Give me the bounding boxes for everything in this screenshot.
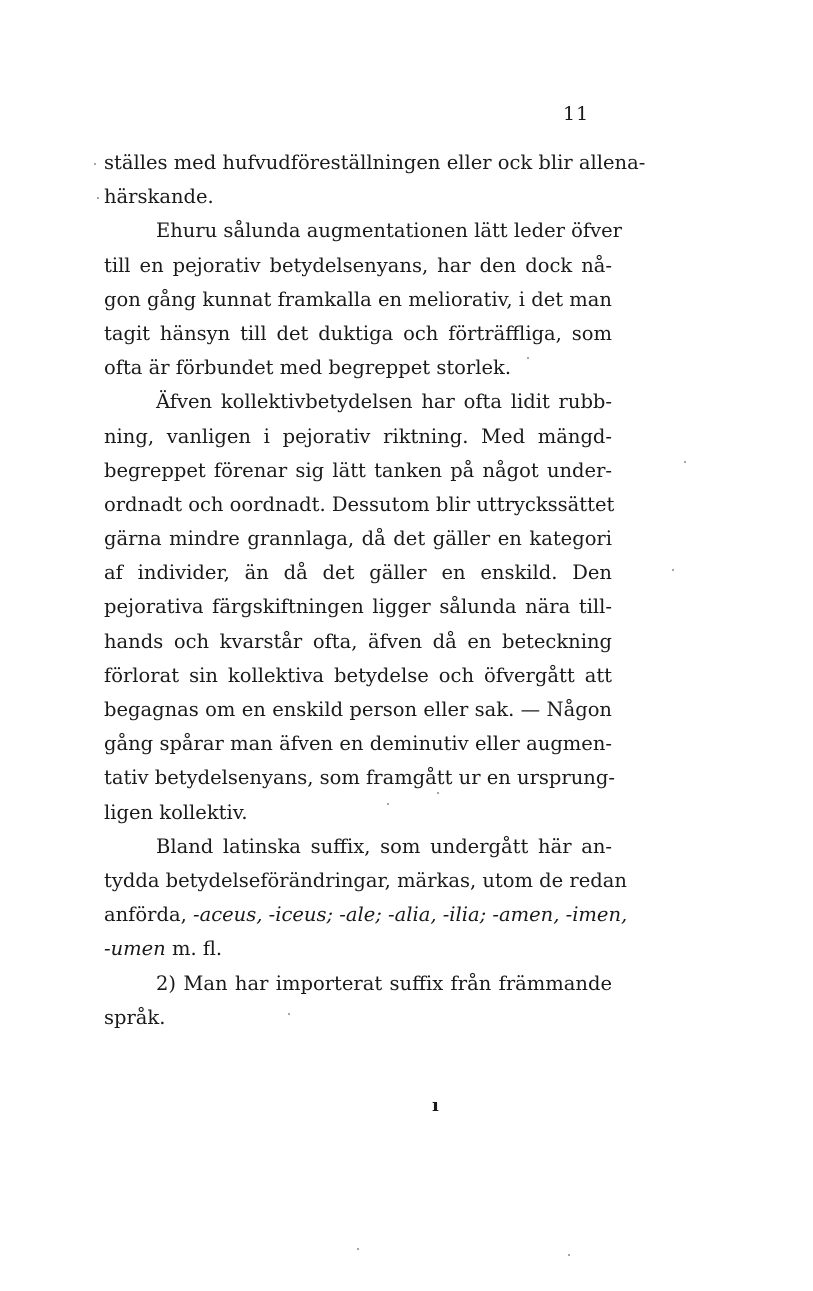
- text-line: gon gång kunnat framkalla en meliorativ, i det man: [104, 287, 612, 311]
- paragraph-start-line: Bland latinska suffix, som undergått här an-: [156, 834, 612, 858]
- printer-mark: ı: [432, 1095, 439, 1116]
- paper-speck: [97, 197, 99, 199]
- paper-speck: [437, 792, 439, 794]
- page-number: 11: [563, 103, 590, 125]
- paper-speck: [527, 357, 529, 359]
- paper-speck: [684, 461, 686, 463]
- text-line: begagnas om en enskild person eller sak. — Någon: [104, 698, 612, 721]
- text-line: härskande.: [104, 185, 214, 209]
- text-line: tagit hänsyn till det duktiga och förträffliga, som: [104, 321, 612, 345]
- text-line: förlorat sin kollektiva betydelse och öfvergått att: [104, 663, 612, 687]
- paper-speck: [568, 1254, 570, 1256]
- paper-speck: [288, 1013, 290, 1015]
- paper-speck: [387, 803, 389, 805]
- text-line: hands och kvarstår ofta, äfven då en beteckning: [104, 629, 612, 653]
- text-line: pejorativa färgskiftningen ligger sålunda nära till-: [104, 595, 612, 619]
- suffix-item: -umen: [104, 937, 166, 961]
- suffix-list-line: [104, 898, 628, 932]
- paper-speck: [94, 163, 96, 165]
- suffix-tail: m. fl.: [171, 937, 223, 961]
- text-line: språk.: [104, 1005, 166, 1029]
- text-line: till en pejorativ betydelsenyans, har den dock nå-: [104, 253, 612, 277]
- paragraph-start-line: 2) Man har importerat suffix från främmande: [156, 971, 612, 995]
- text-line: ligen kollektiv.: [104, 800, 248, 824]
- text-line: begreppet förenar sig lätt tanken på något under-: [104, 458, 612, 482]
- text-line: ning, vanligen i pejorativ riktning. Med mängd-: [104, 424, 612, 448]
- text-line: ställes med hufvudföreställningen eller ock blir allena-: [104, 151, 646, 174]
- text-line: gärna mindre grannlaga, då det gäller en kategori: [104, 527, 612, 551]
- paragraph-start-line: Äfven kollektivbetydelsen har ofta lidit rubb-: [156, 390, 612, 414]
- suffix-list-line: [104, 932, 612, 966]
- text-line: ordnadt och oordnadt. Dessutom blir uttryckssättet: [104, 492, 615, 516]
- text-line: gång spårar man äfven en deminutiv eller augmen-: [104, 732, 612, 756]
- text-line: ofta är förbundet med begreppet storlek.: [104, 356, 512, 380]
- text-line: tydda betydelseförändringar, märkas, utom de redan: [104, 868, 627, 892]
- text-line: tativ betydelsenyans, som framgått ur en ursprung-: [104, 766, 615, 790]
- suffix-lead: anförda,: [104, 903, 187, 927]
- suffix-list: -aceus, -iceus; -ale; -alia, -ilia; -amen, -imen,: [192, 903, 628, 927]
- text-line: af individer, än då det gäller en enskild. Den: [104, 561, 612, 585]
- paper-speck: [672, 569, 674, 571]
- paper-speck: [357, 1248, 359, 1250]
- body-text: [104, 146, 646, 1035]
- paragraph-start-line: Ehuru sålunda augmentationen lätt leder öfver: [156, 219, 623, 243]
